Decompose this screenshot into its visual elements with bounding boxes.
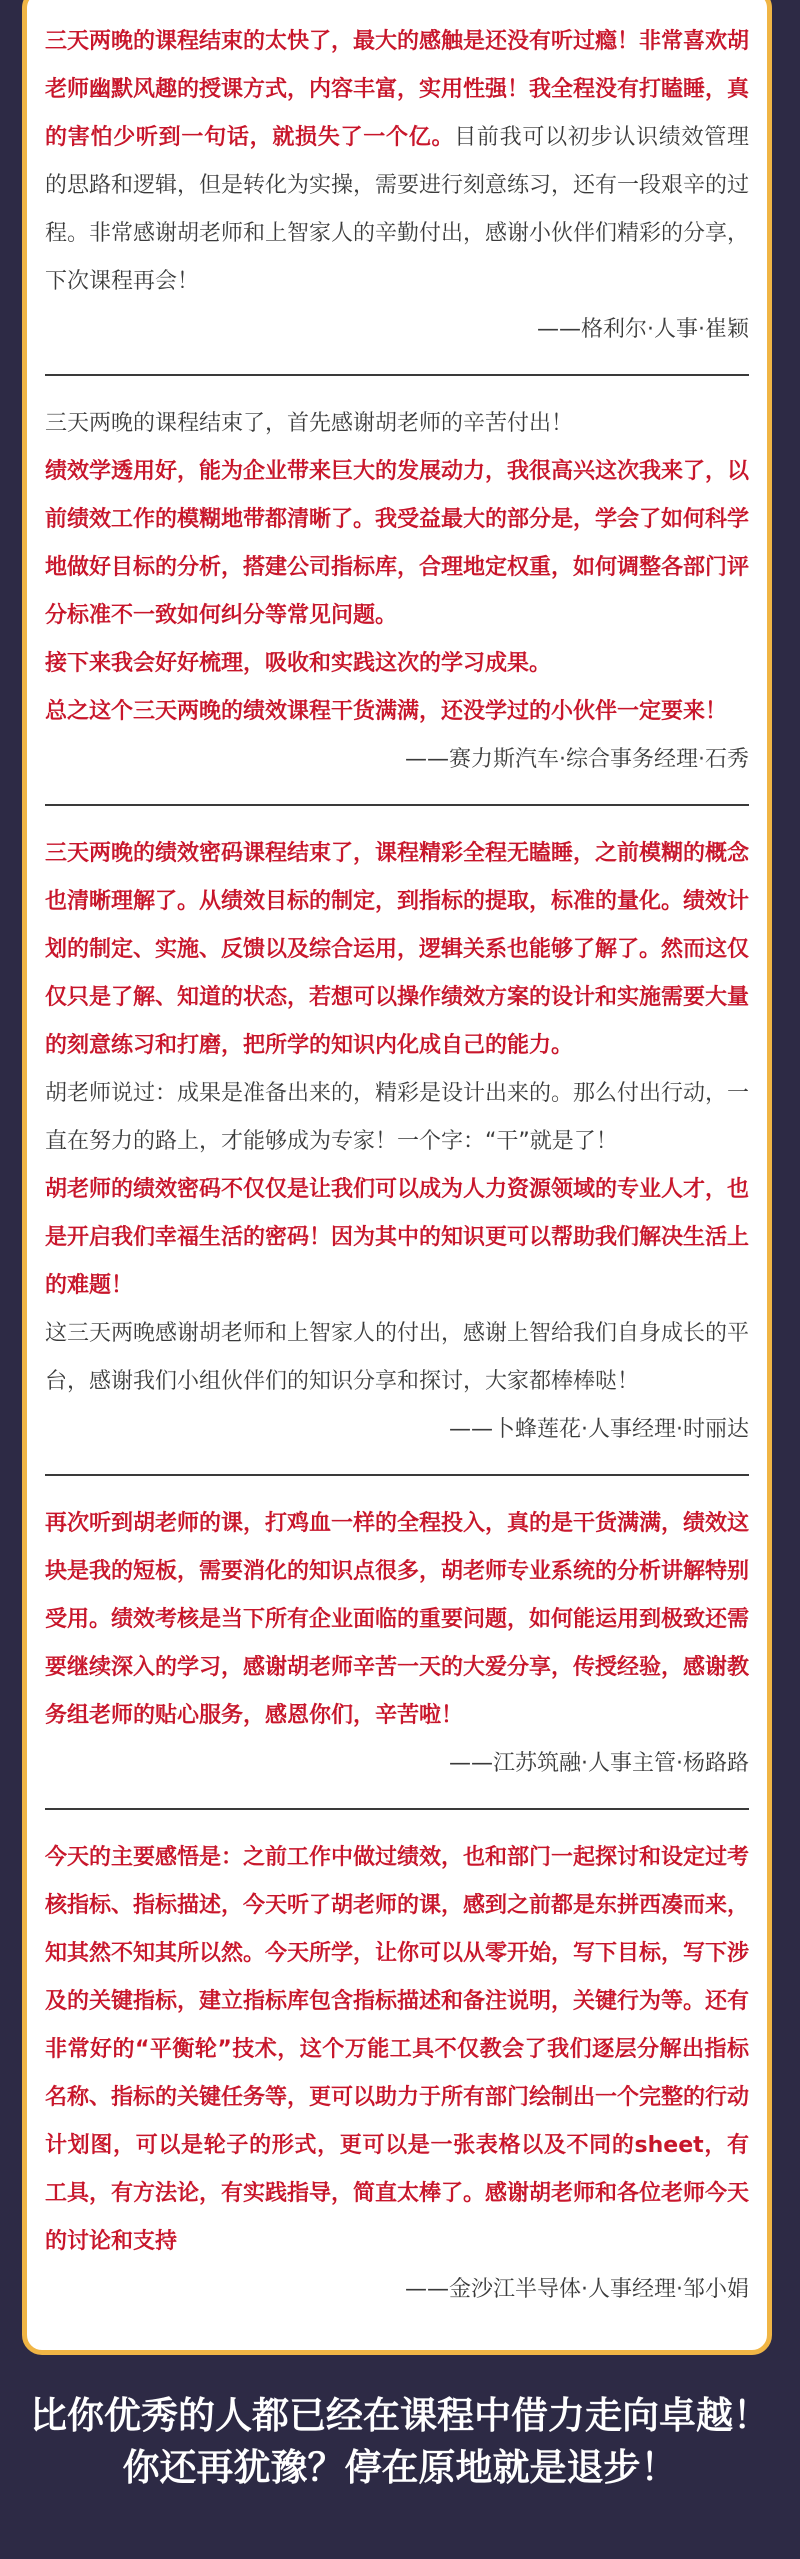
testimonial-paragraph <box>45 688 749 736</box>
highlighted-text: 接下来我会好好梳理，吸收和实践这次的学习成果。 <box>45 651 552 676</box>
testimonial-entry <box>45 1500 749 1786</box>
testimonial-paragraph <box>45 1166 749 1310</box>
testimonial-signature: ——江苏筑融·人事主管·杨路路 <box>449 1751 749 1776</box>
testimonial-paragraph <box>45 1310 749 1406</box>
testimonial-paragraph <box>45 400 749 448</box>
highlighted-text: 再次听到胡老师的课，打鸡血一样的全程投入，真的是干货满满，绩效这块是我的短板，需要消化的知识点很多，胡老师专业系统的分析讲解特别受用。绩效考核是当下所有企业面临的重要问题，如何能运用到极致还需要继续深入的学习，感谢胡老师辛苦一天的大爱分享，传授经验，感谢教务组老师的贴心服务，感恩你们，辛苦啦！ <box>45 1511 750 1728</box>
testimonial-entry <box>45 1834 749 2312</box>
testimonial-entry <box>45 400 749 782</box>
body-text: 胡老师说过：成果是准备出来的，精彩是设计出来的。那么付出行动，一直在努力的路上，才能够成为专家！一个字：“干”就是了！ <box>45 1081 750 1154</box>
testimonial-paragraph <box>45 640 749 688</box>
divider <box>45 374 749 376</box>
highlighted-text: 今天的主要感悟是：之前工作中做过绩效，也和部门一起探讨和设定过考核指标、指标描述，今天听了胡老师的课，感到之前都是东拼西凑而来，知其然不知其所以然。今天所学，让你可以从零开始，写下目标，写下涉及的关键指标，建立指标库包含指标描述和备注说明，关键行为等。还有非常好的“平衡轮”技术，这个万能工具不仅教会了我们逐层分解出指标名称、指标的关键任务等，更可以助力于所有部门绘制出一个完整的行动计划图，可以是轮子的形式，更可以是一张表格以及不同的sheet，有工具，有方法论，有实践指导，简直太棒了。感谢胡老师和各位老师今天的讨论和支持 <box>45 1845 750 2254</box>
divider <box>45 1808 749 1810</box>
highlighted-text: 三天两晚的绩效密码课程结束了，课程精彩全程无瞌睡，之前模糊的概念也清晰理解了。从绩效目标的制定，到指标的提取，标准的量化。绩效计划的制定、实施、反馈以及综合运用，逻辑关系也能够了解了。然而这仅仅只是了解、知道的状态，若想可以操作绩效方案的设计和实施需要大量的刻意练习和打磨，把所学的知识内化成自己的能力。 <box>45 841 750 1058</box>
testimonial-entry <box>45 830 749 1452</box>
testimonial-paragraph <box>45 448 749 640</box>
testimonial-list <box>45 18 749 2312</box>
highlighted-text: 胡老师的绩效密码不仅仅是让我们可以成为人力资源领域的专业人才，也是开启我们幸福生活的密码！因为其中的知识更可以帮助我们解决生活上的难题！ <box>45 1177 750 1298</box>
divider <box>45 1474 749 1476</box>
testimonial-paragraph <box>45 830 749 1070</box>
highlighted-text: 三天两晚的课程结束的太快了，最大的感触是还没有听过瘾！非常喜欢胡老师幽默风趣的授课方式，内容丰富，实用性强！我全程没有打瞌睡，真的害怕少听到一句话，就损失了一个亿。 <box>45 29 750 150</box>
testimonial-paragraph <box>45 18 749 306</box>
body-text: 这三天两晚感谢胡老师和上智家人的付出，感谢上智给我们自身成长的平台，感谢我们小组伙伴们的知识分享和探讨，大家都棒棒哒！ <box>45 1321 750 1394</box>
testimonial-entry <box>45 18 749 352</box>
testimonial-paragraph <box>45 1070 749 1166</box>
testimonial-card <box>22 0 772 2355</box>
divider <box>45 804 749 806</box>
highlighted-text: 绩效学透用好，能为企业带来巨大的发展动力，我很高兴这次我来了，以前绩效工作的模糊地带都清晰了。我受益最大的部分是，学会了如何科学地做好目标的分析，搭建公司指标库，合理地定权重，如何调整各部门评分标准不一致如何纠分等常见问题。 <box>45 459 750 628</box>
footer-slogan <box>0 2390 800 2494</box>
testimonial-paragraph <box>45 1500 749 1740</box>
testimonial-signature: ——格利尔·人事·崔颖 <box>537 317 749 342</box>
testimonial-signature: ——金沙江半导体·人事经理·邹小娟 <box>405 2277 749 2302</box>
testimonial-signature: ——赛力斯汽车·综合事务经理·石秀 <box>405 747 749 772</box>
footer-slogan-line-1: 比你优秀的人都已经在课程中借力走向卓越！ <box>30 2394 770 2437</box>
body-text: 三天两晚的课程结束了，首先感谢胡老师的辛苦付出！ <box>45 411 574 436</box>
footer-slogan-line-2: 你还再犹豫？停在原地就是退步！ <box>122 2446 678 2489</box>
testimonial-paragraph <box>45 1834 749 2266</box>
highlighted-text: 总之这个三天两晚的绩效课程干货满满，还没学过的小伙伴一定要来！ <box>45 699 728 724</box>
body-text: 目前我可以初步认识绩效管理的思路和逻辑，但是转化为实操，需要进行刻意练习，还有一段艰辛的过程。非常感谢胡老师和上智家人的辛勤付出，感谢小伙伴们精彩的分享，下次课程再会！ <box>45 125 750 294</box>
testimonial-signature: ——卜蜂莲花·人事经理·时丽达 <box>449 1417 749 1442</box>
